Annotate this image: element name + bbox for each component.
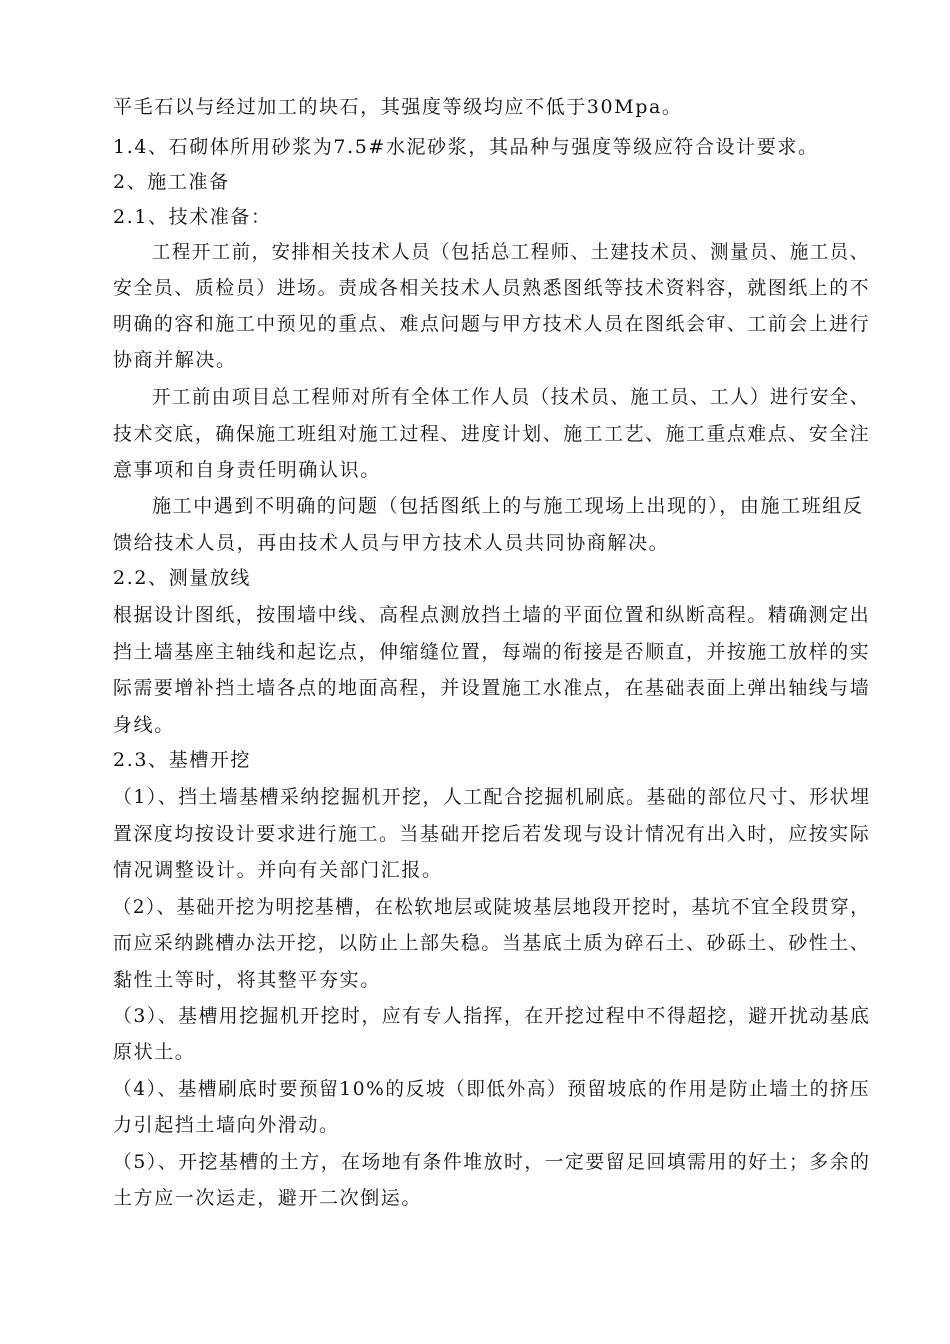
text-line: （5）、开挖基槽的土方，在场地有条件堆放时，一定要留足回填需用的好土；多余的 [113,1151,871,1173]
subsection-heading: 2.3、基槽开挖 [113,749,252,771]
subsection-heading: 2.2、测量放线 [113,567,252,589]
text-line: 协商并解决。 [113,349,237,371]
text-line: 黏性土等时，将其整平夯实。 [113,969,381,991]
text-line: 原状土。 [113,1041,196,1063]
text-line: 土方应一次运走，避开二次倒运。 [113,1187,423,1209]
text-line: 馈给技术人员，再由技术人员与甲方技术人员共同协商解决。 [113,532,670,554]
text-line: 开工前由项目总工程师对所有全体工作人员（技术员、施工员、工人）进行安全、 [152,386,870,408]
text-line: 际需要增补挡土墙各点的地面高程，并设置施工水准点，在基础表面上弹出轴线与墙 [113,677,871,699]
text-line: 身线。 [113,714,175,736]
text-line: （1）、挡土墙基槽采纳挖掘机开挖，人工配合挖掘机刷底。基础的部位尺寸、形状埋 [113,786,871,808]
text-line: 挡土墙基座主轴线和起讫点，伸缩缝位置，每端的衔接是否顺直，并按施工放样的实 [113,641,871,663]
text-line: 施工中遇到不明确的问题（包括图纸上的与施工现场上出现的），由施工班组反 [152,495,864,517]
text-line: （4）、基槽刷底时要预留10%的反坡（即低外高）预留坡底的作用是防止墙土的挤压 [113,1078,871,1100]
text-line: 根据设计图纸，按围墙中线、高程点测放挡土墙的平面位置和纵断高程。精确测定出 [113,604,871,626]
text-line: （3）、基槽用挖掘机开挖时，应有专人指挥，在开挖过程中不得超挖，避开扰动基底 [113,1005,871,1027]
subsection-heading: 2.1、技术准备： [113,206,272,228]
text-line: 1.4、石砌体所用砂浆为7.5#水泥砂浆，其品种与强度等级应符合设计要求。 [113,136,819,158]
text-line: 工程开工前，安排相关技术人员（包括总工程师、土建技术员、测量员、施工员、 [152,241,870,263]
text-line: 明确的容和施工中预见的重点、难点问题与甲方技术人员在图纸会审、工前会上进行 [113,313,871,335]
text-line: 情况调整设计。并向有关部门汇报。 [113,859,443,881]
text-line: （2）、基础开挖为明挖基槽，在松软地层或陡坡基层地段开挖时，基坑不宜全段贯穿， [113,896,871,918]
text-line: 技术交底，确保施工班组对施工过程、进度计划、施工工艺、施工重点难点、安全注 [113,423,871,445]
text-line: 而应采纳跳槽办法开挖，以防止上部失稳。当基底土质为碎石土、砂砾土、砂性土、 [113,932,871,954]
text-line: 安全员、质检员）进场。责成各相关技术人员熟悉图纸等技术资料容，就图纸上的不 [113,277,871,299]
text-line: 置深度均按设计要求进行施工。当基础开挖后若发现与设计情况有出入时，应按实际 [113,823,871,845]
section-heading: 2、施工准备 [113,171,230,193]
text-line: 力引起挡土墙向外滑动。 [113,1114,340,1136]
text-line: 意事项和自身责任明确认识。 [113,459,381,481]
text-line: 平毛石以与经过加工的块石，其强度等级均应不低于30Mpa。 [113,96,683,118]
